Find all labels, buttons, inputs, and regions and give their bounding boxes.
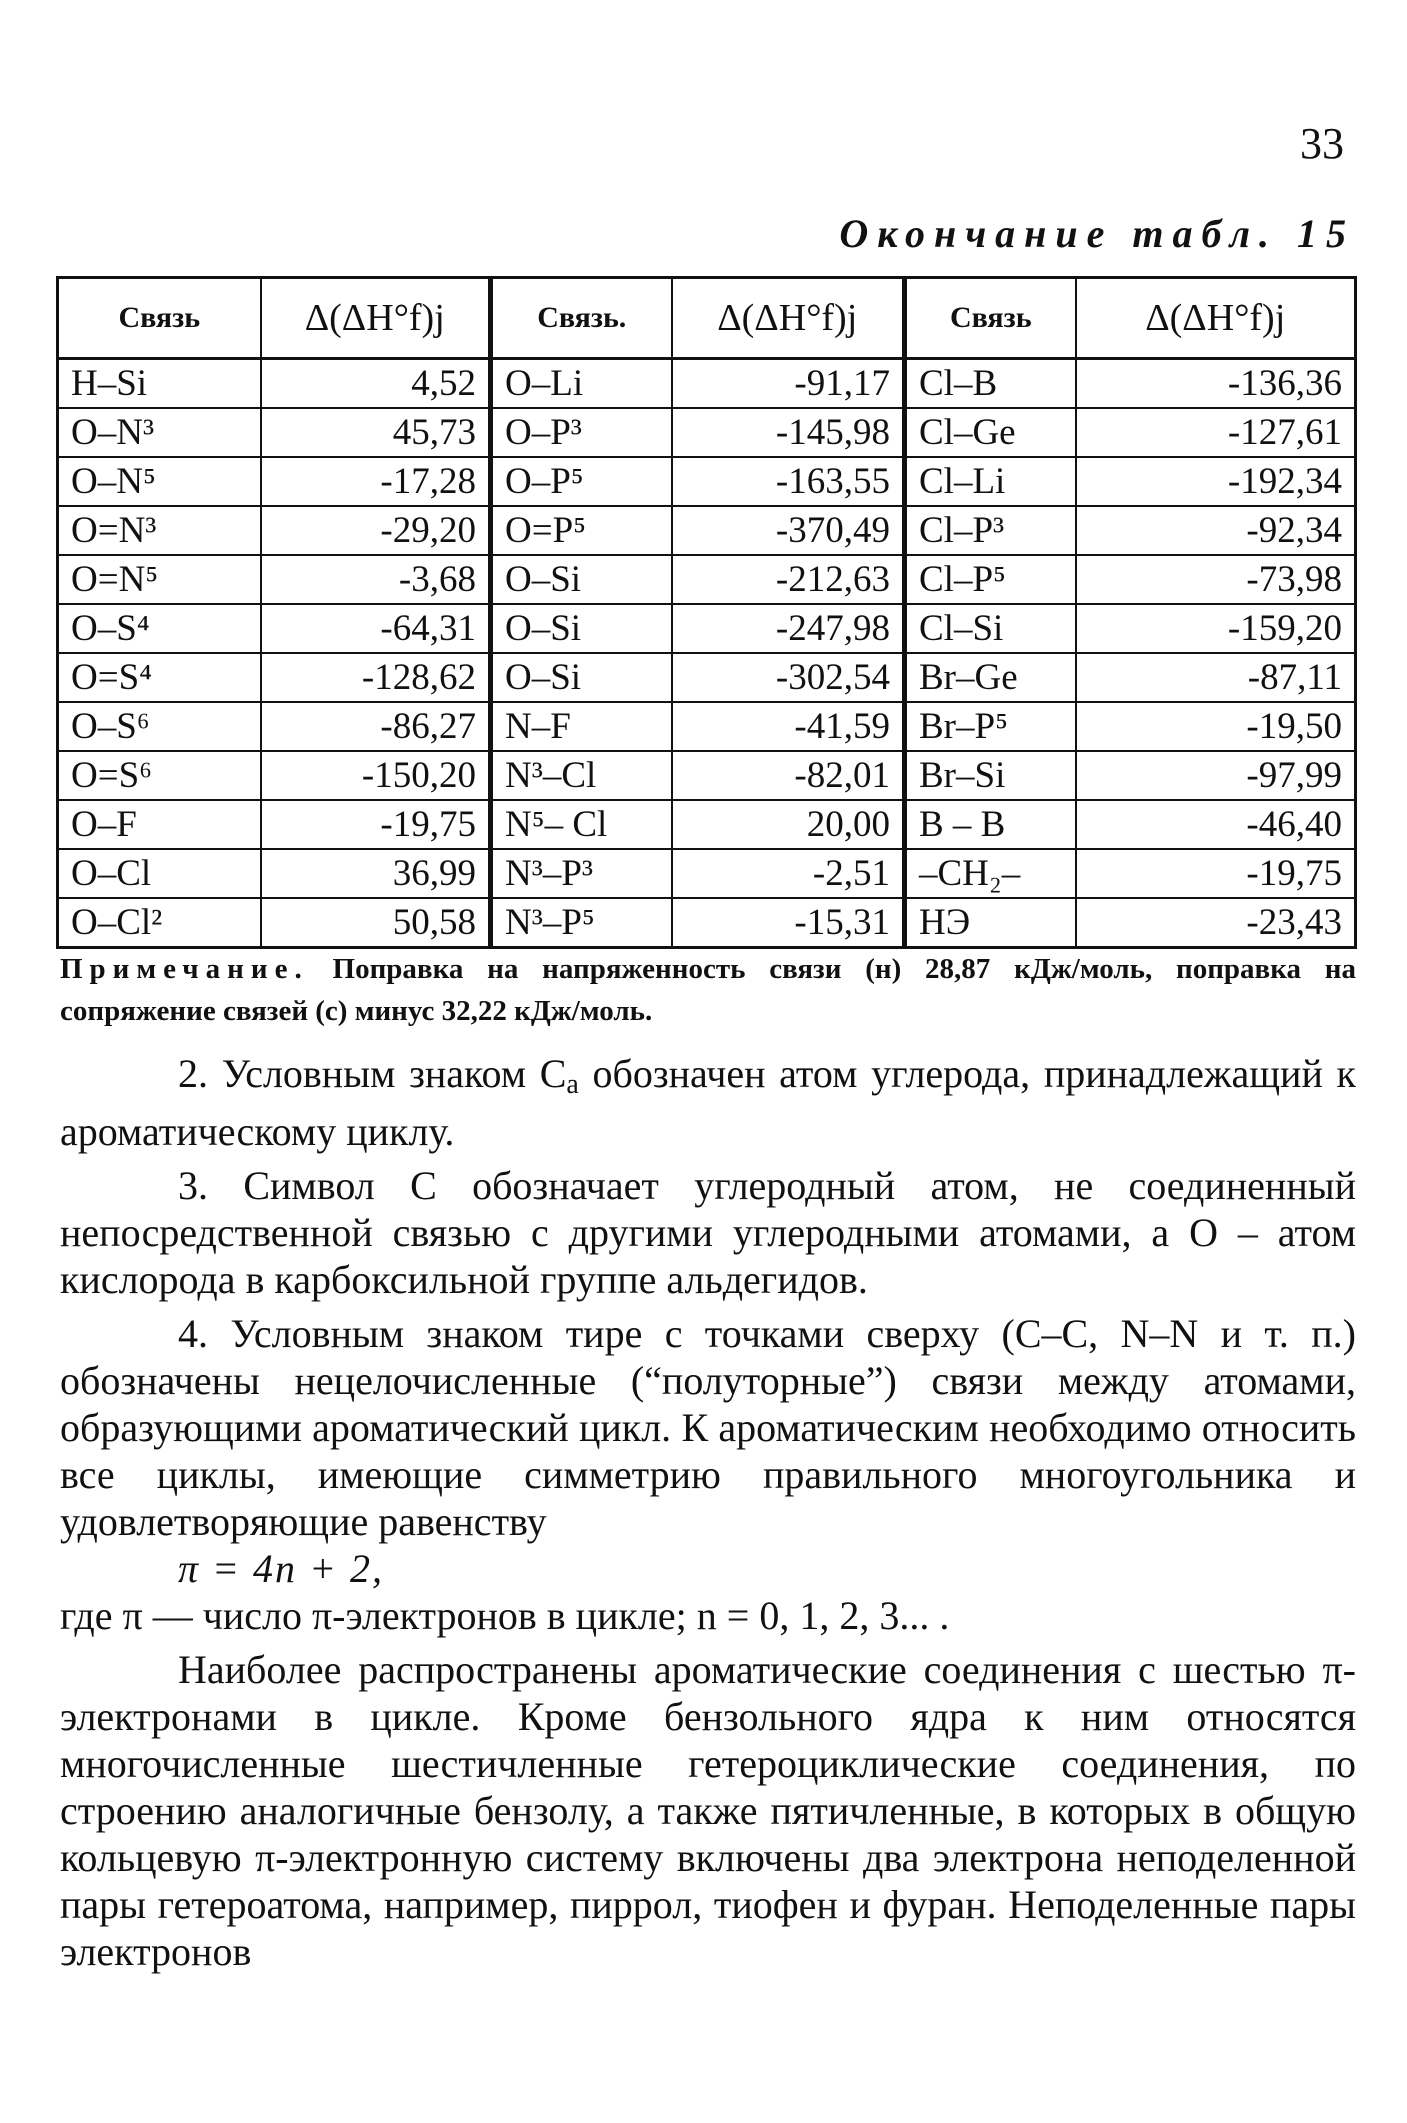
delta-value-cell: -2,51 [672,849,905,898]
bond-cell: Cl–Si [905,604,1076,653]
table-note [60,948,1356,1032]
bond-cell: O–Si [491,604,672,653]
table-row [58,555,1356,604]
bond-cell: –CH₂– [905,849,1076,898]
header-bond-3: Связь [905,278,1076,359]
bond-cell: O=P⁵ [491,506,672,555]
bond-cell: O–N⁵ [58,457,261,506]
delta-value-cell: -29,20 [261,506,491,555]
bond-cell: O–P⁵ [491,457,672,506]
bond-cell: O=S⁴ [58,653,261,702]
delta-value-cell: 50,58 [261,898,491,948]
paragraph-2 [60,1050,1356,1155]
bond-cell: O=N⁵ [58,555,261,604]
delta-value-cell: -19,75 [261,800,491,849]
header-bond-1: Связь [58,278,261,359]
bond-cell: O–S⁴ [58,604,261,653]
delta-value-cell: -159,20 [1076,604,1356,653]
bond-cell: N³–P³ [491,849,672,898]
paragraph-2-start: 2. Условным знаком С [178,1051,567,1096]
note-text: Поправка на напряженность связи (н) 28,87 кДж/моль, поправка на сопряжение связей (с) минус 32,22 кДж/моль. [60,953,1357,1027]
header-delta-3: Δ(ΔH°f)j [1076,278,1356,359]
bond-cell: Cl–P⁵ [905,555,1076,604]
delta-value-cell: -87,11 [1076,653,1356,702]
bond-cell: O–F [58,800,261,849]
table-row [58,653,1356,702]
paragraph-5: где π — число π-электронов в цикле; n = 0, 1, 2, 3... . [60,1593,950,1638]
bond-cell: O–Cl² [58,898,261,948]
bond-cell: Cl–B [905,359,1076,409]
delta-value-cell: -212,63 [672,555,905,604]
bond-cell: O=S⁶ [58,751,261,800]
delta-value-cell: -145,98 [672,408,905,457]
paragraph-2-end: обозначен атом углерода, принадлежащий к ароматическому циклу. [60,1051,1356,1154]
delta-value-cell: -247,98 [672,604,905,653]
delta-value-cell: 4,52 [261,359,491,409]
table-row [58,800,1356,849]
bond-cell: O–P³ [491,408,672,457]
table-row [58,457,1356,506]
bond-cell: N³–Cl [491,751,672,800]
bond-cell: Cl–Li [905,457,1076,506]
bond-cell: H–Si [58,359,261,409]
table-header-row [58,278,1356,359]
table-row [58,849,1356,898]
delta-value-cell: -23,43 [1076,898,1356,948]
table-row [58,408,1356,457]
table-row [58,506,1356,555]
bond-cell: O–Si [491,653,672,702]
delta-value-cell: -82,01 [672,751,905,800]
bond-cell: Br–P⁵ [905,702,1076,751]
paragraph-4: 4. Условным знаком тире с точками сверху (С–С, N–N и т. п.) обозначены нецелочисленные (“полуторные”) связи между атомами, образующими ароматический цикл. К ароматическим необходимо относить все циклы, имеющие симметрию правильного многоугольника и удовлетворяющие равенству [60,1311,1356,1544]
delta-value-cell: -41,59 [672,702,905,751]
delta-value-cell: -92,34 [1076,506,1356,555]
bond-cell: O=N³ [58,506,261,555]
bond-cell: Cl–Ge [905,408,1076,457]
delta-value-cell: -46,40 [1076,800,1356,849]
bond-cell: N–F [491,702,672,751]
bond-cell: Br–Si [905,751,1076,800]
bond-cell: НЭ [905,898,1076,948]
delta-value-cell: -86,27 [261,702,491,751]
bond-cell: O–Li [491,359,672,409]
delta-value-cell: -15,31 [672,898,905,948]
bond-cell: O–S⁶ [58,702,261,751]
table-caption: Окончание табл. 15 [839,211,1355,256]
delta-value-cell: -19,75 [1076,849,1356,898]
delta-value-cell: -370,49 [672,506,905,555]
delta-value-cell: -97,99 [1076,751,1356,800]
table-row [58,359,1356,409]
delta-value-cell: -150,20 [261,751,491,800]
delta-value-cell: -192,34 [1076,457,1356,506]
delta-value-cell: 20,00 [672,800,905,849]
delta-value-cell: 45,73 [261,408,491,457]
bond-cell: O–N³ [58,408,261,457]
bond-cell: N⁵– Cl [491,800,672,849]
delta-value-cell: -73,98 [1076,555,1356,604]
page-number: 33 [1300,119,1344,168]
delta-value-cell: -91,17 [672,359,905,409]
delta-value-cell: -163,55 [672,457,905,506]
delta-value-cell: -128,62 [261,653,491,702]
bond-cell: Cl–P³ [905,506,1076,555]
bond-cell: N³–P⁵ [491,898,672,948]
delta-value-cell: -3,68 [261,555,491,604]
delta-value-cell: -127,61 [1076,408,1356,457]
delta-value-cell: 36,99 [261,849,491,898]
delta-value-cell: -19,50 [1076,702,1356,751]
aromatic-carbon-subscript: а [566,1069,579,1100]
delta-value-cell: -302,54 [672,653,905,702]
bond-cell: O–Cl [58,849,261,898]
delta-value-cell: -64,31 [261,604,491,653]
bond-cell: Br–Ge [905,653,1076,702]
paragraph-3: 3. Символ С обозначает углеродный атом, не соединенный непосредственной связью с другими углеродными атомами, а О – атом кислорода в карбоксильной группе альдегидов. [60,1163,1356,1302]
table-row [58,604,1356,653]
bond-cell: B – B [905,800,1076,849]
header-bond-2: Связь. [491,278,672,359]
delta-value-cell: -136,36 [1076,359,1356,409]
delta-value-cell: -17,28 [261,457,491,506]
bond-cell: O–Si [491,555,672,604]
bond-increment-table [56,276,1357,949]
header-delta-2: Δ(ΔH°f)j [672,278,905,359]
paragraph-6: Наиболее распространены ароматические соединения с шестью π-электронами в цикле. Кроме бензольного ядра к ним относятся многочисленные шестичленные гетероциклические соединения, по строению аналогичные бензолу, а также пятичленные, в которых в общую кольцевую π-электронную систему включены два электрона неподеленной пары гетероатома, например, пиррол, тиофен и фуран. Неподеленные пары электронов [60,1647,1356,1974]
formula: π = 4n + 2, [178,1546,385,1591]
header-delta-1: Δ(ΔH°f)j [261,278,491,359]
body-text [60,1050,1356,1975]
table-row [58,898,1356,948]
table-row [58,702,1356,751]
note-label: Примечание. [60,953,309,985]
table-row [58,751,1356,800]
